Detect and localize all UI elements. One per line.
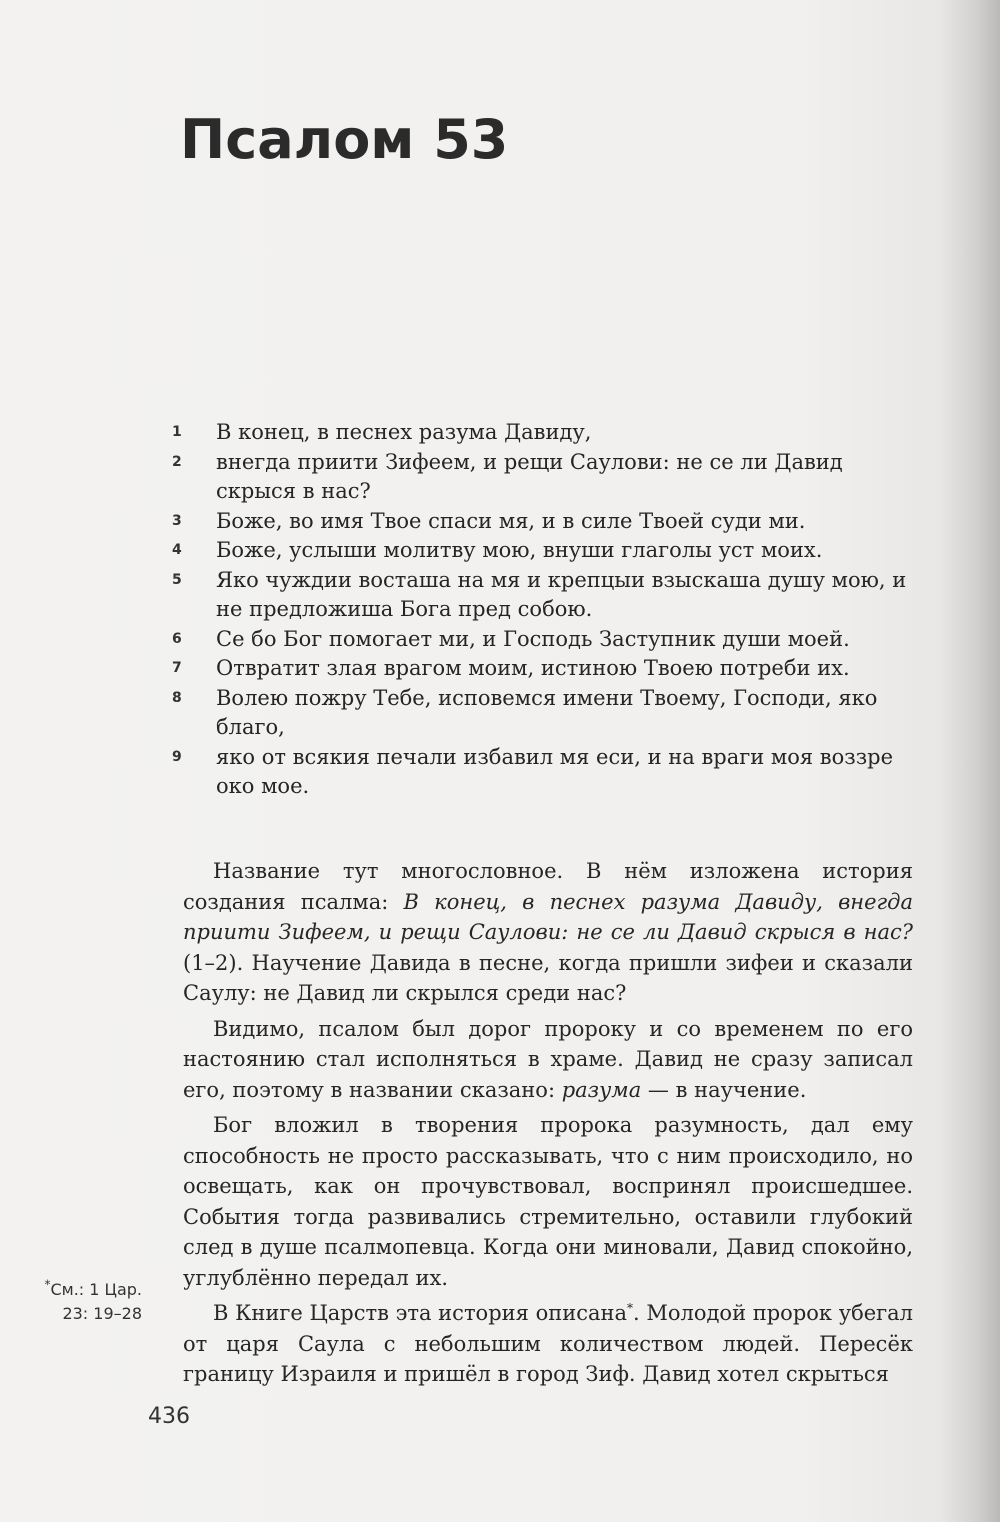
verse-text: Се бо Бог помогает ми, и Господь Заступник души моей.	[216, 626, 850, 651]
verse-text: Яко чуждии восташа на мя и крепцыи взыскаша душу мою, и не предложиша Бога пред собою.	[216, 567, 907, 621]
paragraph-text: Название тут многословное. В нём изложена история создания псалма:	[183, 859, 913, 914]
verse	[172, 625, 912, 655]
quote-text: В конец, в песнех разума Давиду, внегда приити Зифеем, и рещи Саулови: не се ли Давид скрыся в нас?	[183, 889, 913, 944]
margin-footnote	[14, 1278, 142, 1326]
verse-number: 3	[172, 512, 182, 529]
verse-text: яко от всякия печали избавил мя еси, и на враги моя воззре око мое.	[216, 744, 894, 798]
paragraph	[183, 1298, 913, 1390]
footnote-text: См.: 1 Цар.	[50, 1280, 142, 1299]
verse-number: 1	[172, 424, 182, 440]
footnote-line: 23: 19–28	[62, 1304, 142, 1323]
verse-text: Боже, во имя Твое спаси мя, и в силе Твоей суди ми.	[216, 508, 806, 533]
paragraph-text: — в научение.	[641, 1077, 807, 1102]
verse-number: 9	[172, 748, 182, 765]
footnote-mark: *	[44, 1277, 51, 1292]
verse-text: В конец, в песнех разума Давиду,	[216, 420, 592, 444]
verse	[172, 448, 912, 507]
verse	[172, 566, 912, 625]
verse-number: 5	[172, 571, 182, 588]
verse-text: Волею пожру Тебе, исповемся имени Твоему, Господи, яко благо,	[216, 685, 878, 739]
verse-number: 8	[172, 689, 182, 706]
commentary	[183, 856, 913, 1395]
verse	[172, 684, 912, 743]
page-edge-shadow	[940, 0, 1000, 1522]
verse	[172, 654, 912, 684]
paragraph-text: . Молодой пророк убегал от царя Саула с небольшим количеством людей. Пересёк границу Израиля и пришёл в город Зиф. Давид хотел скрыться	[183, 1301, 913, 1386]
psalm-verses	[172, 418, 912, 802]
footnote-line	[14, 1278, 142, 1302]
paragraph-text: (1–2). Научение Давида в песне, когда пришли зифеи и сказали Саулу: не Давид ли скрылся среди нас?	[183, 950, 913, 1005]
verse-text: Боже, услыши молитву мою, внуши глаголы уст моих.	[216, 538, 823, 562]
verse	[172, 743, 912, 802]
verse-text: внегда приити Зифеем, и рещи Саулови: не се ли Давид скрыся в нас?	[216, 449, 843, 503]
verse	[172, 418, 912, 448]
verse-number: 6	[172, 630, 182, 647]
paragraph-text: Видимо, псалом был дорог пророку и со временем по его настоянию стал исполняться в храме. Давид не сразу записал его, поэтому в названии сказано:	[183, 1016, 913, 1102]
footnote-mark: *	[627, 1301, 634, 1315]
verse	[172, 536, 912, 566]
verse	[172, 507, 912, 537]
paragraph	[183, 856, 913, 1009]
verse-number: 4	[172, 542, 182, 558]
emphasis-text: разума	[561, 1077, 642, 1102]
verse-number: 7	[172, 660, 182, 676]
paragraph: Бог вложил в творения пророка разумность, дал ему способность не просто рассказывать, что с ним происходило, но освещать, как он прочувствовал, воспринял происшедшее. События тогда развивались стремительно, оставили глубокий след в душе псалмопевца. Когда они миновали, Давид спокойно, углублённо передал их.	[183, 1113, 913, 1290]
paragraph	[183, 1014, 913, 1106]
verse-number: 2	[172, 453, 182, 470]
page-number: 436	[148, 1404, 190, 1429]
verse-text: Отвратит злая врагом моим, истиною Твоею потреби их.	[216, 656, 850, 680]
paragraph-text: В Книге Царств эта история описана	[213, 1301, 628, 1325]
page-title: Псалом 53	[180, 108, 509, 171]
